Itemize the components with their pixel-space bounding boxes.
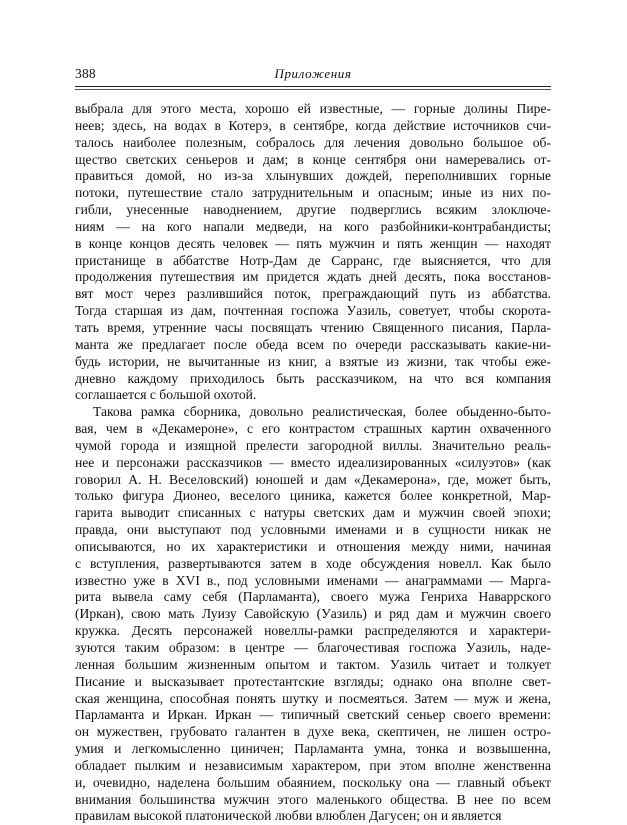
paragraph bbox=[75, 101, 551, 404]
text-line: он мужествен, грубовато галантен в духе века, скептичен, не лишен остро- bbox=[75, 724, 551, 740]
text-line: Такова рамка сборника, довольно реалистическая, более обыденно-быто- bbox=[93, 404, 551, 420]
text-line: умия и легкомысленно циничен; Парламанта умна, тонка и возвышенна, bbox=[75, 741, 551, 757]
text-line: Парламанта и Иркан. Иркан — типичный светский сеньер своего времени: bbox=[75, 707, 551, 723]
text-line: правда, они выступают под условными именами и в сущности никак не bbox=[75, 522, 551, 538]
text-line: манта же предлагает после обеда всем по очереди рассказывать какие-ни- bbox=[75, 336, 551, 352]
text-line: с вступления, развертываются затем в ходе обсуждения новелл. Как было bbox=[75, 555, 551, 571]
text-line: (Иркан), свою мать Луизу Савойскую (Уазиль) и ряд дам и мужчин своего bbox=[75, 606, 551, 622]
text-line: кружка. Десять персонажей новеллы-рамки распределяются и характери- bbox=[75, 623, 551, 639]
text-line: вят мост через разлившийся поток, преграждающий путь из аббатства. bbox=[75, 286, 551, 302]
text-line: вая, чем в «Декамероне», с его контрастом страшных картин охваченного bbox=[75, 421, 551, 437]
page-number: 388 bbox=[75, 66, 96, 81]
text-line: известно уже в XVI в., под условными именами — анаграммами — Марга- bbox=[75, 572, 551, 588]
text-line: пристанище в аббатстве Нотр-Дам де Сарранс, где выясняется, что для bbox=[75, 252, 551, 268]
text-line: Писание и высказывает протестантские взгляды; однако она вполне свет- bbox=[75, 673, 551, 689]
text-line: будь истории, не вычитанные из книг, а взятые из жизни, так чтобы еже- bbox=[75, 353, 551, 369]
text-line: ленная большим жизненным опытом и тактом. Уазиль читает и толкует bbox=[75, 656, 551, 672]
text-line: выбрала для этого места, хорошо ей известные, — горные долины Пире- bbox=[75, 101, 551, 116]
text-line: чумой города и изящной прелести загородной виллы. Значительно реаль- bbox=[75, 437, 551, 453]
text-line: нее и персонажи рассказчиков — вместо идеализированных «силуэтов» (как bbox=[75, 454, 551, 470]
text-line: ниям — на кого напали медведи, на кого разбойники-контрабандисты; bbox=[75, 218, 551, 234]
text-line: правиться домой, но из-за хлынувших дождей, переполнивших горные bbox=[75, 168, 551, 184]
text-line: обладает пылким и независимым характером, при этом вполне женственна bbox=[75, 757, 551, 773]
text-line: рита вывела саму себя (Парламанта), своего мужа Генриха Наваррского bbox=[75, 589, 551, 605]
text-line: потоки, путешествие стало затруднительным и опасным; иные из них по- bbox=[75, 185, 551, 201]
text-line: талось наиболее полезным, собралось для лечения довольно большое об- bbox=[75, 134, 551, 150]
header-rule bbox=[75, 86, 551, 87]
text-line: описываются, но их характеристики и отношения между ними, начиная bbox=[75, 538, 551, 554]
text-line: неев; здесь, на водах в Котерэ, в сентябре, когда действие источников счи- bbox=[75, 117, 551, 133]
text-line: говорил А. Н. Веселовский) юношей и дам «Декамерона», где, может быть, bbox=[75, 471, 551, 487]
running-title: Приложения bbox=[274, 66, 352, 81]
header-rule-thin bbox=[75, 89, 551, 90]
text-line: в конце концов десять человек — пять мужчин и пять женщин — находят bbox=[75, 235, 551, 251]
paragraph bbox=[75, 404, 551, 825]
text-line: щество светских сеньеров и дам; в конце сентября они намеревались от- bbox=[75, 151, 551, 167]
body-text bbox=[75, 101, 551, 825]
text-line: правилам высокой платонической любви влюблен Дагусен; он и является bbox=[75, 808, 502, 824]
text-line: тать время, утренние часы посвящать чтению Священного писания, Парла- bbox=[75, 319, 551, 335]
text-line: продолжения путешествия им придется ждать дней десять, пока восстанов- bbox=[75, 269, 551, 285]
text-line: Тогда старшая из дам, почтенная госпожа Уазиль, советует, чтобы скорота- bbox=[75, 303, 551, 319]
text-line: дневно каждому приходилось быть рассказчиком, на что вся компания bbox=[75, 370, 551, 386]
text-line: ская женщина, способная понять шутку и посмеяться. Затем — муж и жена, bbox=[75, 690, 551, 706]
text-line: соглашается с большой охотой. bbox=[75, 387, 257, 403]
text-line: внимания большинства мужчин этого маленького общества. В нее по всем bbox=[75, 791, 551, 807]
page-header bbox=[75, 66, 551, 86]
text-line: и, очевидно, наделена большим обаянием, поскольку она — главный объект bbox=[75, 774, 551, 790]
text-line: гарита выводит списанных с натуры светских дам и мужчин своей эпохи; bbox=[75, 505, 551, 521]
text-line: только фигура Дионео, веселого циника, кажется более конкретной, Мар- bbox=[75, 488, 551, 504]
text-line: зуются таким образом: в центре — благочестивая госпожа Уазиль, наде- bbox=[75, 640, 551, 655]
text-line: гибли, унесенные наводнением, другие подверглись всяким злоключе- bbox=[75, 202, 551, 218]
